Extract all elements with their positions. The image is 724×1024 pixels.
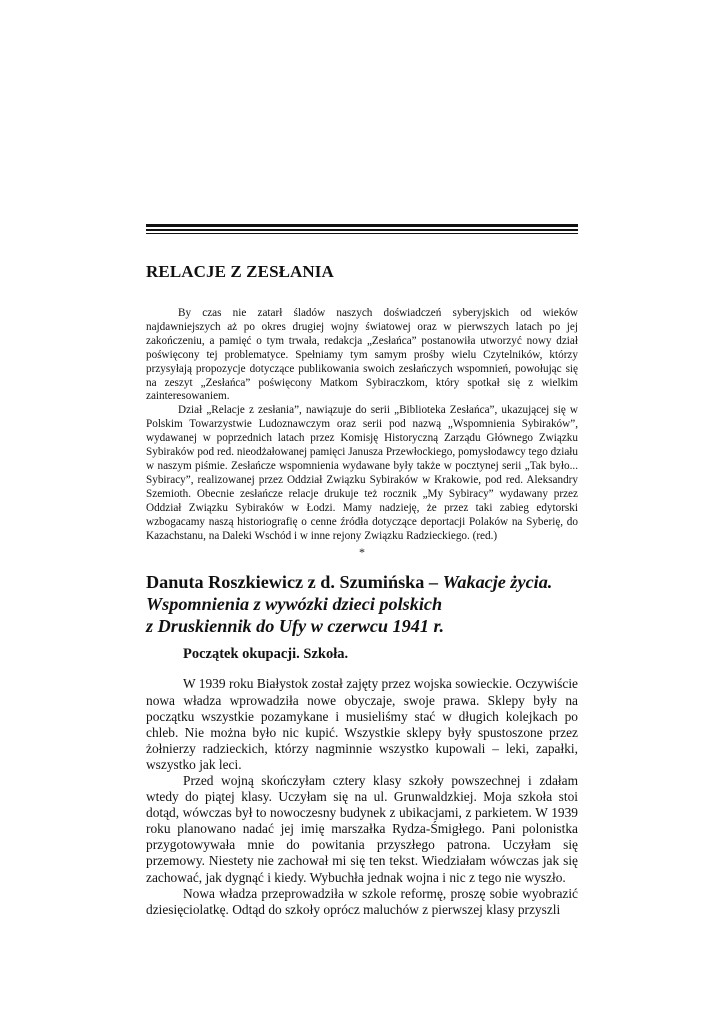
article-title-line: Wspomnienia z wywózki dzieci polskich	[146, 594, 443, 615]
body-paragraph: W 1939 roku Białystok został zajęty przez wojska sowieckie. Oczywiście nowa władza wprowadziła nowe obyczaje, swoje prawa. Sklepy były na początku wszystkie pozamykane i musieliśmy stać w długich kolejkach po chleb. Nie można było nic kupić. Wszystkie sklepy były spustoszone przez żołnierzy radzieckich, którzy nagminnie wszystko kupowali – leki, zapałki, wszystko jak leci.	[146, 676, 578, 772]
section-separator: *	[359, 545, 365, 560]
rule-line	[146, 233, 578, 234]
article-author: Danuta Roszkiewicz z d. Szumińska –	[146, 572, 443, 593]
rule-line	[146, 224, 578, 227]
intro-paragraph: By czas nie zatarł śladów naszych doświadczeń syberyjskich od wieków najdawniejszych aż po okres drugiej wojny światowej oraz w pierwszych latach po jej zakończeniu, a pamięć o tym trwała, redakcja „Zesłańca” postanowiła utworzyć nowy dział poświęcony tej problematyce. Spełniamy tym samym prośby wielu Czytelników, którzy przysyłają propozycje dotyczące publikowania swoich zesłańczych wspomnień, powołując się na zeszyt „Zesłańca” poświęcony Matkom Sybiraczkom, który spotkał się z wielkim zainteresowaniem.	[146, 307, 578, 403]
article-title-line: Wakacje życia.	[442, 572, 553, 593]
section-title: RELACJE Z ZESŁANIA	[146, 262, 334, 281]
rule-line	[146, 229, 578, 231]
intro-text	[146, 307, 578, 543]
page-content	[146, 224, 578, 918]
article-body	[146, 676, 578, 917]
body-paragraph: Nowa władza przeprowadziła w szkole reformę, proszę sobie wyobrazić dziesięciolatkę. Odtąd do szkoły oprócz maluchów z pierwszej klasy przyszli	[146, 885, 578, 917]
header-rule	[146, 224, 578, 234]
intro-paragraph: Dział „Relacje z zesłania”, nawiązuje do serii „Biblioteka Zesłańca”, ukazującej się w Polskim Towarzystwie Ludoznawczym oraz serii pod nazwą „Wspomnienia Sybiraków”, wydawanej w poprzednich latach przez Komisję Historyczną Zarządu Głównego Związku Sybiraków pod red. nieodżałowanej pamięci Janusza Przewłockiego, pomysłodawcy tego działu w naszym piśmie. Zesłańcze wspomnienia wydawane były także w pocztynej serii „Tak było... Sybiracy”, realizowanej przez Oddział Związku Sybiraków w Krakowie, pod red. Aleksandry Szemioth. Obecnie zesłańcze relacje drukuje też rocznik „My Sybiracy” wydawany przez Oddział Związku Sybiraków w Łodzi. Mamy nadzieję, że przez taki zabieg edytorski wzbogacamy naszą historiografię o cenne źródła dotyczące deportacji Polaków na Syberię, do Kazachstanu, na Daleki Wschód i w inne rejony Związku Radzieckiego. (red.)	[146, 404, 578, 542]
body-paragraph: Przed wojną skończyłam cztery klasy szkoły powszechnej i zdałam wtedy do piątej klasy. Uczyłam się na ul. Grunwaldzkiej. Moja szkoła stoi dotąd, wówczas był to nowoczesny budynek z ubikacjami, z parkietem. W 1939 roku planowano nadać jej imię marszałka Rydza-Śmigłego. Pani polonistka przygotowywała mnie do powitania przyszłego patrona. Uczyłam się przemowy. Niestety nie zachował mi się ten tekst. Wiedziałam wówczas jak się zachować, jak dygnąć i kiedy. Wybuchła jednak wojna i nic z tego nie wyszło.	[146, 772, 578, 885]
article-title-line: z Druskiennik do Ufy w czerwcu 1941 r.	[146, 616, 445, 637]
article-subheading: Początek okupacji. Szkoła.	[183, 646, 349, 663]
article-title	[146, 571, 578, 637]
